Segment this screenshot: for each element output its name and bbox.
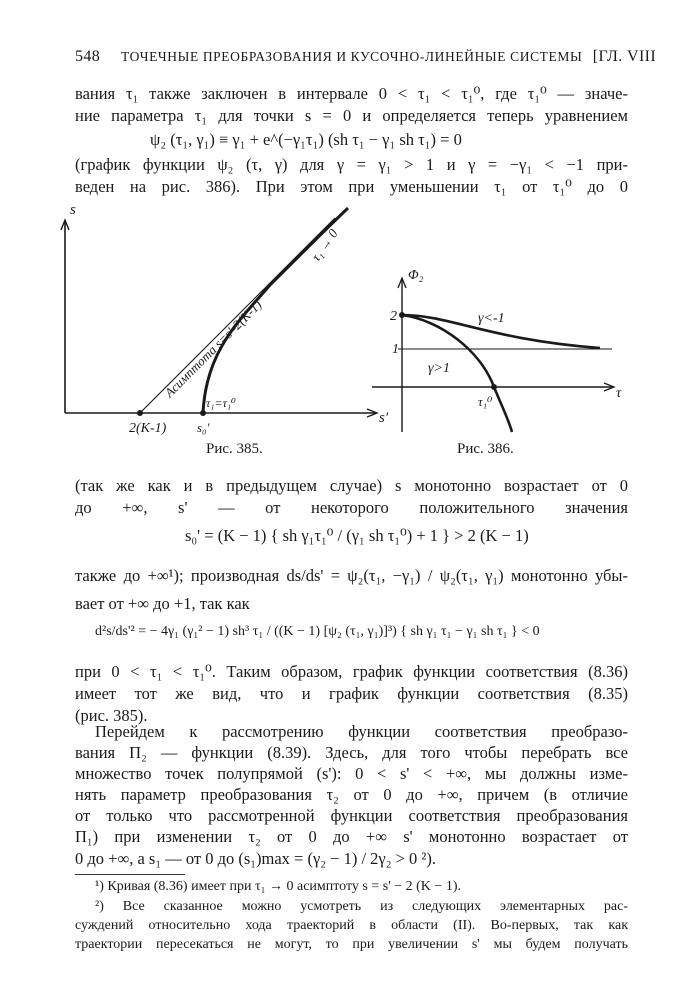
footnote-2-line-3: траектории пересекаться не могут, то при увеличении s' мы будем получать bbox=[75, 937, 628, 952]
fig386-curve-lower-label: γ>1 bbox=[428, 361, 450, 376]
fig385-point-left-label: 2(K-1) bbox=[129, 421, 167, 436]
fig386-curve-upper-label: γ<-1 bbox=[478, 311, 505, 326]
equation-psi2: ψ₂ (τ₁, γ₁) ≡ γ₁ + e^(−γ₁τ₁) (sh τ₁ − γ₁ sh τ₁) = 0 bbox=[150, 130, 462, 149]
fig385-asymptote-label: Асимптота s=s'-2(K-1) bbox=[161, 297, 265, 401]
fig385-x-label: s' bbox=[379, 410, 389, 426]
text-line: вания Π₂ — функции (8.39). Здесь, для того чтобы перебрать все bbox=[75, 743, 628, 762]
fig386-root-point bbox=[491, 384, 497, 390]
fig385-curve-label-bottom: τ₁=τ₁⁰ bbox=[206, 396, 236, 410]
text-line: нять параметр преобразования τ₂ от 0 до +∞, причем (в отличие bbox=[75, 785, 628, 804]
fig386-point-2 bbox=[399, 312, 405, 318]
footnote-1: ¹) Кривая (8.36) имеет при τ₁ → 0 асимптоту s = s' − 2 (K − 1). bbox=[95, 879, 461, 894]
fig385-y-arrow bbox=[61, 220, 69, 230]
fig386-tick-2: 2 bbox=[390, 309, 397, 324]
text-line: (так же как и в предыдущем случае) s монотонно возрастает от 0 bbox=[75, 476, 628, 495]
text-line: веден на рис. 386). При этом при уменьшении τ₁ от τ₁⁰ до 0 bbox=[75, 177, 628, 196]
fig386-curve-upper bbox=[402, 315, 600, 348]
text-line: имеет тот же вид, что и график функции соответствия (8.35) bbox=[75, 684, 628, 703]
text-line: до +∞, s' — от некоторого положительного значения bbox=[75, 498, 628, 517]
text-line-last: 0 до +∞, а s₁ — от 0 до (s₁)max = (γ₂ − 1) / 2γ₂ > 0 ²). bbox=[75, 849, 436, 868]
text-line: при 0 < τ₁ < τ₁⁰. Таким образом, график функции соответствия (8.36) bbox=[75, 662, 628, 681]
text-line: (график функции ψ₂ (τ, γ) для γ = γ₁ > 1 и γ = −γ₁ < −1 при- bbox=[75, 155, 628, 174]
running-title: ТОЧЕЧНЫЕ ПРЕОБРАЗОВАНИЯ И КУСОЧНО-ЛИНЕЙНЫЕ СИСТЕМЫ bbox=[121, 49, 583, 64]
text-line: также до +∞¹); производная ds/ds' = ψ₂(τ₁, −γ₁) / ψ₂(τ₁, γ₁) монотонно убы- bbox=[75, 566, 628, 585]
fig386-x-arrow bbox=[604, 383, 614, 391]
fig385-point-left bbox=[137, 410, 143, 416]
text-line: вает от +∞ до +1, так как bbox=[75, 594, 250, 613]
fig386-caption: Рис. 386. bbox=[457, 441, 514, 457]
fig385-y-label: s bbox=[70, 202, 76, 218]
fig385-point-right-label: s₀' bbox=[197, 420, 210, 435]
text-line: вания τ₁ также заключен в интервале 0 < τ₁ < τ₁⁰, где τ₁⁰ — значе- bbox=[75, 84, 628, 103]
footnote-rule bbox=[75, 874, 185, 875]
fig385-caption: Рис. 385. bbox=[206, 441, 263, 457]
footnote-2-line-1: ²) Все сказанное можно усмотреть из следующих элементарных рас- bbox=[95, 899, 628, 914]
fig386-y-arrow bbox=[398, 278, 406, 288]
text-line: Π₁) при изменении τ₂ от 0 до +∞ s' монотонно возрастает от bbox=[75, 827, 628, 846]
text-line: ние параметра τ₁ для точки s = 0 и определяется теперь уравнением bbox=[75, 106, 628, 125]
fig386-x-label: τ bbox=[616, 386, 622, 401]
fig385-x-arrow bbox=[367, 409, 377, 417]
fig386-y-label: Φ₂ bbox=[408, 268, 424, 283]
equation-second-derivative: d²s/ds'² = − 4γ₁ (γ₁² − 1) sh³ τ₁ / ((K − 1) [ψ₂ (τ₁, γ₁)]³) { sh γ₁ τ₁ − γ₁ sh τ₁ } < 0 bbox=[95, 624, 540, 639]
equation-s0: s₀' = (K − 1) { sh γ₁τ₁⁰ / (γ₁ sh τ₁⁰) + 1 } > 2 (K − 1) bbox=[185, 526, 529, 545]
fig386-tick-1: 1 bbox=[392, 342, 399, 357]
running-header bbox=[75, 48, 656, 66]
fig385-curve-label-top: τ₁ → 0 bbox=[308, 226, 341, 264]
fig385-curve bbox=[203, 208, 348, 413]
fig385-asymptote bbox=[140, 218, 335, 413]
fig386-curve-lower bbox=[402, 315, 512, 432]
text-line: от только что рассмотренной функции соответствия преобразования bbox=[75, 806, 628, 825]
text-line: множество точек полупрямой (s'): 0 < s' < +∞, мы должны изме- bbox=[75, 764, 628, 783]
footnote-2-line-2: суждений относительно хода траекторий в области (II). Во-первых, так как bbox=[75, 918, 628, 933]
fig385-point-right bbox=[200, 410, 206, 416]
page-number: 548 bbox=[75, 48, 101, 65]
chapter-ref: [ГЛ. VIII bbox=[592, 48, 657, 65]
fig386-root-label: τ₁⁰ bbox=[478, 394, 493, 409]
text-line: Перейдем к рассмотрению функции соответствия преобразо- bbox=[95, 722, 628, 741]
text-line: (рис. 385). bbox=[75, 706, 148, 725]
